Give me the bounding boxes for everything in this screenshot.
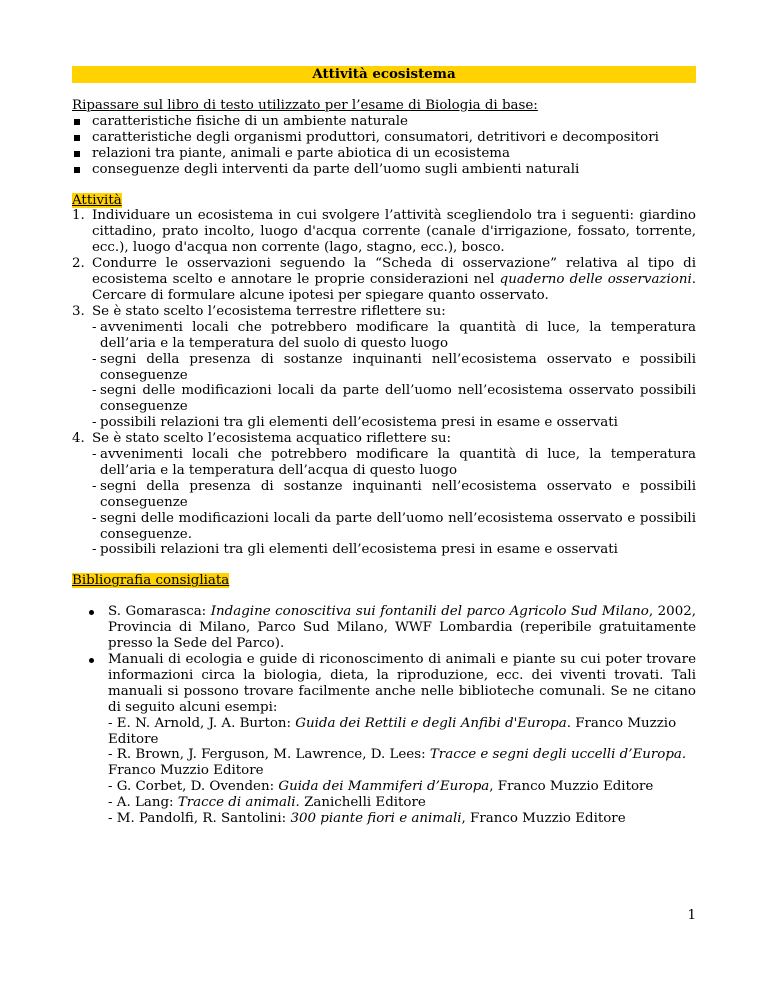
review-list: [72, 114, 696, 178]
square-bullet-icon: [74, 135, 80, 141]
page-title: Attività ecosistema: [72, 66, 696, 83]
square-bullet-icon: [74, 151, 80, 157]
example-entry: - A. Lang: Tracce di animali. Zanichelli Editore: [108, 795, 426, 811]
sub-item: - segni delle modificazioni locali da parte dell’uomo nell’ecosistema osservato possibili conseguenze: [92, 383, 696, 415]
activity-item-4: 4. Se è stato scelto l’ecosistema acquatico riflettere su: - avvenimenti locali che potrebbero modificare la quantità di luce, la temperatura dell’aria e la temperatura dell’acqua di questo luogo - segni della presenza di sostanze inquinanti nell’ecosistema osservato e possibili conseguenze - segni delle modificazioni locali da parte dell’uomo nell’ecosistema osservato e possibili conseguenze. - possibili relazioni tra gli elementi dell’ecosistema presi in esame e osservati: [72, 431, 696, 558]
square-bullet-icon: [74, 167, 80, 173]
example-entry: - M. Pandolfi, R. Santolini: 300 piante fiori e animali, Franco Muzzio Editore: [108, 811, 626, 827]
square-bullet-icon: [74, 119, 80, 125]
list-item: caratteristiche fisiche di un ambiente naturale: [72, 114, 696, 130]
example-entry: - E. N. Arnold, J. A. Burton: Guida dei Rettili e degli Anfibi d'Europa. Franco Muzzio Editore: [108, 715, 677, 747]
sub-item: - possibili relazioni tra gli elementi dell’ecosistema presi in esame e osservati: [92, 415, 618, 431]
list-item: relazioni tra piante, animali e parte abiotica di un ecosistema: [72, 146, 696, 162]
bibliography-list: [72, 604, 696, 827]
sub-item: - segni delle modificazioni locali da parte dell’uomo nell’ecosistema osservato e possibili conseguenze.: [92, 510, 696, 542]
sub-item: - segni della presenza di sostanze inquinanti nell’ecosistema osservato e possibili conseguenze: [92, 478, 696, 510]
list-item: conseguenze degli interventi da parte dell’uomo sugli ambienti naturali: [72, 162, 696, 178]
sub-item: - segni della presenza di sostanze inquinanti nell’ecosistema osservato e possibili conseguenze: [92, 351, 696, 383]
activity-item-3: 3. Se è stato scelto l’ecosistema terrestre riflettere su: - avvenimenti locali che potrebbero modificare la quantità di luce, la temperatura dell’aria e la temperatura del suolo di questo luogo - segni della presenza di sostanze inquinanti nell’ecosistema osservato e possibili conseguenze - segni delle modificazioni locali da parte dell’uomo nell’ecosistema osservato possibili conseguenze - possibili relazioni tra gli elementi dell’ecosistema presi in esame e osservati: [72, 303, 696, 431]
bibliography-item-2: Manuali di ecologia e guide di riconoscimento di animali e piante su cui poter trovare informazioni circa la biologia, dieta, la riproduzione, ecc. dei viventi trovati. Tali manuali si possono trovare facilmente anche nelle biblioteche comunali. Se ne citano di seguito alcuni esempi: - E. N. Arnold, J. A. Burton: Guida dei Rettili e degli Anfibi d'Europa. Franco Muzzio Editore - R. Brown, J. Ferguson, M. Lawrence, D. Lees: Tracce e segni degli uccelli d’Europa. Franco Muzzio Editore - G. Corbet, D. Ovenden: Guida dei Mammiferi d’Europa, Franco Muzzio Editore - A. Lang: Tracce di animali. Zanichelli Editore - M. Pandolfi, R. Santolini: 300 piante fiori e animali, Franco Muzzio Editore: [72, 652, 696, 827]
bibliography-item-1: S. Gomarasca: Indagine conoscitiva sui fontanili del parco Agricolo Sud Milano, 2002, Provincia di Milano, Parco Sud Milano, WWF Lombardia (reperibile gratuitamente presso la Sede del Parco).: [72, 604, 696, 652]
sub-item: - avvenimenti locali che potrebbero modificare la quantità di luce, la temperatura dell’aria e la temperatura dell’acqua di questo luogo: [92, 447, 696, 478]
activity-item-2: 2. Condurre le osservazioni seguendo la “Scheda di osservazione” relativa al tipo di ecosistema scelto e annotare le proprie considerazioni nel quaderno delle osservazioni. Cercare di formulare alcune ipotesi per spiegare quanto osservato.: [72, 256, 696, 303]
review-heading: Ripassare sul libro di testo utilizzato per l’esame di Biologia di base:: [72, 98, 538, 113]
round-bullet-icon: [89, 658, 94, 663]
sub-item: - avvenimenti locali che potrebbero modificare la quantità di luce, la temperatura dell’aria e la temperatura del suolo di questo luogo: [92, 319, 696, 351]
list-item: caratteristiche degli organismi produttori, consumatori, detritivori e decompositori: [72, 130, 696, 146]
activities-list: [72, 208, 696, 558]
activity-item-1: 1. Individuare un ecosistema in cui svolgere l’attività scegliendolo tra i seguenti: giardino cittadino, prato incolto, luogo d'acqua corrente (canale d'irrigazione, fossato, torrente, ecc.), luogo d'acqua non corrente (lago, stagno, ecc.), bosco.: [72, 208, 696, 256]
round-bullet-icon: [89, 610, 94, 615]
document-page: [72, 66, 696, 827]
sub-item: - possibili relazioni tra gli elementi dell’ecosistema presi in esame e osservati: [92, 542, 618, 558]
example-entry: - G. Corbet, D. Ovenden: Guida dei Mammiferi d’Europa, Franco Muzzio Editore: [108, 779, 654, 795]
bibliography-heading: Bibliografia consigliata: [72, 573, 230, 589]
activities-heading: Attività: [72, 192, 122, 208]
example-entry: - R. Brown, J. Ferguson, M. Lawrence, D. Lees: Tracce e segni degli uccelli d’Europa. Franco Muzzio Editore: [108, 747, 687, 779]
page-number: 1: [687, 908, 696, 923]
